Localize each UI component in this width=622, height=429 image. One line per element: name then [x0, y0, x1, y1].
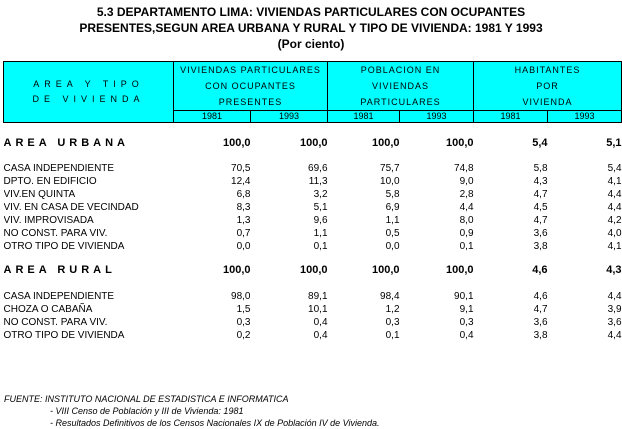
- cell: 69,6: [308, 163, 328, 174]
- cell: 0,4: [313, 317, 328, 328]
- header-g3-line-1: HABITANTES: [514, 65, 581, 75]
- cell: 0,5: [385, 228, 400, 239]
- header-area-tipo: [4, 62, 174, 123]
- cell: 3,2: [313, 189, 328, 200]
- cell: 4,0: [607, 228, 622, 239]
- table-row: [4, 214, 622, 227]
- cell: 3,8: [533, 330, 548, 341]
- footnote-note-1: - VIII Censo de Población y III de Vivienda: 1981: [50, 406, 244, 416]
- cell: 4,6: [532, 264, 548, 276]
- cell: 1,2: [385, 304, 400, 315]
- row-label: VIV. IMPROVISADA: [3, 215, 94, 226]
- title-line-3: (Por ciento): [277, 37, 345, 51]
- cell: 4,6: [533, 291, 548, 302]
- cell: 1,3: [236, 215, 251, 226]
- cell: 0,0: [385, 241, 400, 252]
- cell: 100,0: [445, 264, 474, 276]
- header-area-line-1: AREA Y TIPO: [33, 79, 144, 89]
- cell: 100,0: [445, 137, 474, 149]
- cell: 0,4: [313, 330, 328, 341]
- cell: 1,5: [236, 304, 251, 315]
- cell: 0,3: [236, 317, 251, 328]
- cell: 75,7: [380, 163, 400, 174]
- cell: 3,6: [533, 228, 548, 239]
- table-row: [4, 227, 622, 240]
- row-label: NO CONST. PARA VIV.: [3, 228, 108, 239]
- cell: 9,0: [459, 176, 474, 187]
- cell: 0,7: [236, 228, 251, 239]
- cell: 5,1: [313, 202, 328, 213]
- cell: 4,5: [533, 202, 548, 213]
- year-1981-habitantes: 1981: [474, 111, 548, 123]
- spacer: [4, 150, 622, 162]
- cell: 1,1: [313, 228, 328, 239]
- cell: 4,1: [607, 241, 622, 252]
- spacer: [4, 123, 622, 138]
- cell: 5,8: [533, 163, 548, 174]
- cell: 12,4: [231, 176, 251, 187]
- data-table: [3, 61, 622, 342]
- cell: 100,0: [371, 137, 400, 149]
- table-row: [4, 188, 622, 201]
- year-1981-poblacion: 1981: [328, 111, 400, 123]
- cell: 100,0: [299, 137, 328, 149]
- row-label: CHOZA O CABAÑA: [3, 304, 93, 315]
- cell: 0,1: [313, 241, 328, 252]
- cell: 4,4: [459, 202, 474, 213]
- cell: 8,3: [236, 202, 251, 213]
- cell: 4,3: [533, 176, 548, 187]
- cell: 11,3: [308, 176, 328, 187]
- cell: 0,1: [459, 241, 474, 252]
- table-row: [4, 175, 622, 188]
- title-line-1: 5.3 DEPARTAMENTO LIMA: VIVIENDAS PARTICULARES CON OCUPANTES: [96, 5, 526, 19]
- year-1993-habitantes: 1993: [548, 111, 622, 123]
- header-habitantes: [474, 62, 622, 111]
- header-g1-line-1: VIVIENDAS PARTICULARES: [180, 65, 321, 75]
- cell: 4,1: [607, 176, 622, 187]
- cell: 90,1: [454, 291, 474, 302]
- header-poblacion: [328, 62, 474, 111]
- cell: 100,0: [299, 264, 328, 276]
- cell: 98,0: [231, 291, 251, 302]
- cell: 6,8: [236, 189, 251, 200]
- spacer: [4, 277, 622, 290]
- row-label: OTRO TIPO DE VIVIENDA: [3, 330, 125, 341]
- cell: 10,0: [380, 176, 400, 187]
- cell: 3,6: [607, 317, 622, 328]
- row-label: OTRO TIPO DE VIVIENDA: [3, 241, 125, 252]
- year-1993-viviendas: 1993: [251, 111, 328, 123]
- cell: 4,7: [533, 304, 548, 315]
- cell: 10,1: [308, 304, 328, 315]
- cell: 4,2: [607, 215, 622, 226]
- row-label: NO CONST. PARA VIV.: [3, 317, 108, 328]
- cell: 8,0: [459, 215, 474, 226]
- footnote-source: FUENTE: INSTITUTO NACIONAL DE ESTADISTICA E INFORMATICA: [4, 394, 289, 404]
- cell: 3,6: [533, 317, 548, 328]
- cell: 4,7: [533, 189, 548, 200]
- cell: 0,3: [385, 317, 400, 328]
- cell: 9,6: [313, 215, 328, 226]
- row-label: CASA INDEPENDIENTE: [3, 163, 115, 174]
- cell: 2,8: [459, 189, 474, 200]
- section-label-urbana: AREA URBANA: [3, 137, 129, 149]
- section-row-rural: [4, 264, 622, 277]
- header-g1-line-2: CON OCUPANTES: [205, 81, 296, 91]
- header-g1-line-3: PRESENTES: [218, 97, 283, 107]
- row-label: CASA INDEPENDIENTE: [3, 291, 115, 302]
- cell: 98,4: [380, 291, 400, 302]
- cell: 100,0: [222, 264, 251, 276]
- cell: 0,2: [236, 330, 251, 341]
- cell: 9,1: [459, 304, 474, 315]
- section-label-rural: AREA RURAL: [3, 264, 116, 276]
- header-g2-line-1: POBLACION EN: [360, 65, 441, 75]
- cell: 70,5: [231, 163, 251, 174]
- cell: 0,9: [459, 228, 474, 239]
- spacer: [4, 253, 622, 264]
- cell: 0,3: [459, 317, 474, 328]
- cell: 100,0: [371, 264, 400, 276]
- table-row: [4, 316, 622, 329]
- cell: 5,4: [532, 137, 548, 149]
- cell: 1,1: [385, 215, 400, 226]
- cell: 3,8: [533, 241, 548, 252]
- cell: 4,3: [606, 264, 622, 276]
- table-row: [4, 290, 622, 303]
- cell: 5,4: [607, 163, 622, 174]
- header-viviendas: [174, 62, 328, 111]
- table-row: [4, 240, 622, 253]
- cell: 4,4: [607, 202, 622, 213]
- year-1981-viviendas: 1981: [174, 111, 251, 123]
- row-label: DPTO. EN EDIFICIO: [3, 176, 97, 187]
- header-g3-line-3: VIVIENDA: [522, 97, 573, 107]
- cell: 74,8: [454, 163, 474, 174]
- row-label: VIV. EN CASA DE VECINDAD: [3, 202, 139, 213]
- cell: 4,7: [533, 215, 548, 226]
- cell: 0,4: [459, 330, 474, 341]
- cell: 0,0: [236, 241, 251, 252]
- cell: 89,1: [308, 291, 328, 302]
- table-row: [4, 303, 622, 316]
- cell: 6,9: [385, 202, 400, 213]
- cell: 100,0: [222, 137, 251, 149]
- header-g3-line-2: POR: [536, 81, 559, 91]
- cell: 3,9: [607, 304, 622, 315]
- table-row: [4, 201, 622, 214]
- title-line-2: PRESENTES,SEGUN AREA URBANA Y RURAL Y TIPO DE VIVIENDA: 1981 Y 1993: [79, 21, 543, 35]
- year-1993-poblacion: 1993: [400, 111, 474, 123]
- cell: 5,1: [606, 137, 622, 149]
- footnote-note-2: - Resultados Definitivos de los Censos Nacionales IX de Población IV de Vivienda.: [50, 418, 380, 428]
- cell: 4,4: [607, 330, 622, 341]
- table-row: [4, 162, 622, 175]
- cell: 5,8: [385, 189, 400, 200]
- row-label: VIV.EN QUINTA: [3, 189, 76, 200]
- cell: 4,4: [607, 189, 622, 200]
- cell: 0,1: [385, 330, 400, 341]
- cell: 4,4: [607, 291, 622, 302]
- header-area-line-2: DE VIVIENDA: [32, 94, 145, 104]
- section-row-urbana: [4, 137, 622, 150]
- header-g2-line-2: VIVIENDAS: [372, 81, 430, 91]
- header-g2-line-3: PARTICULARES: [360, 97, 441, 107]
- table-row: [4, 329, 622, 342]
